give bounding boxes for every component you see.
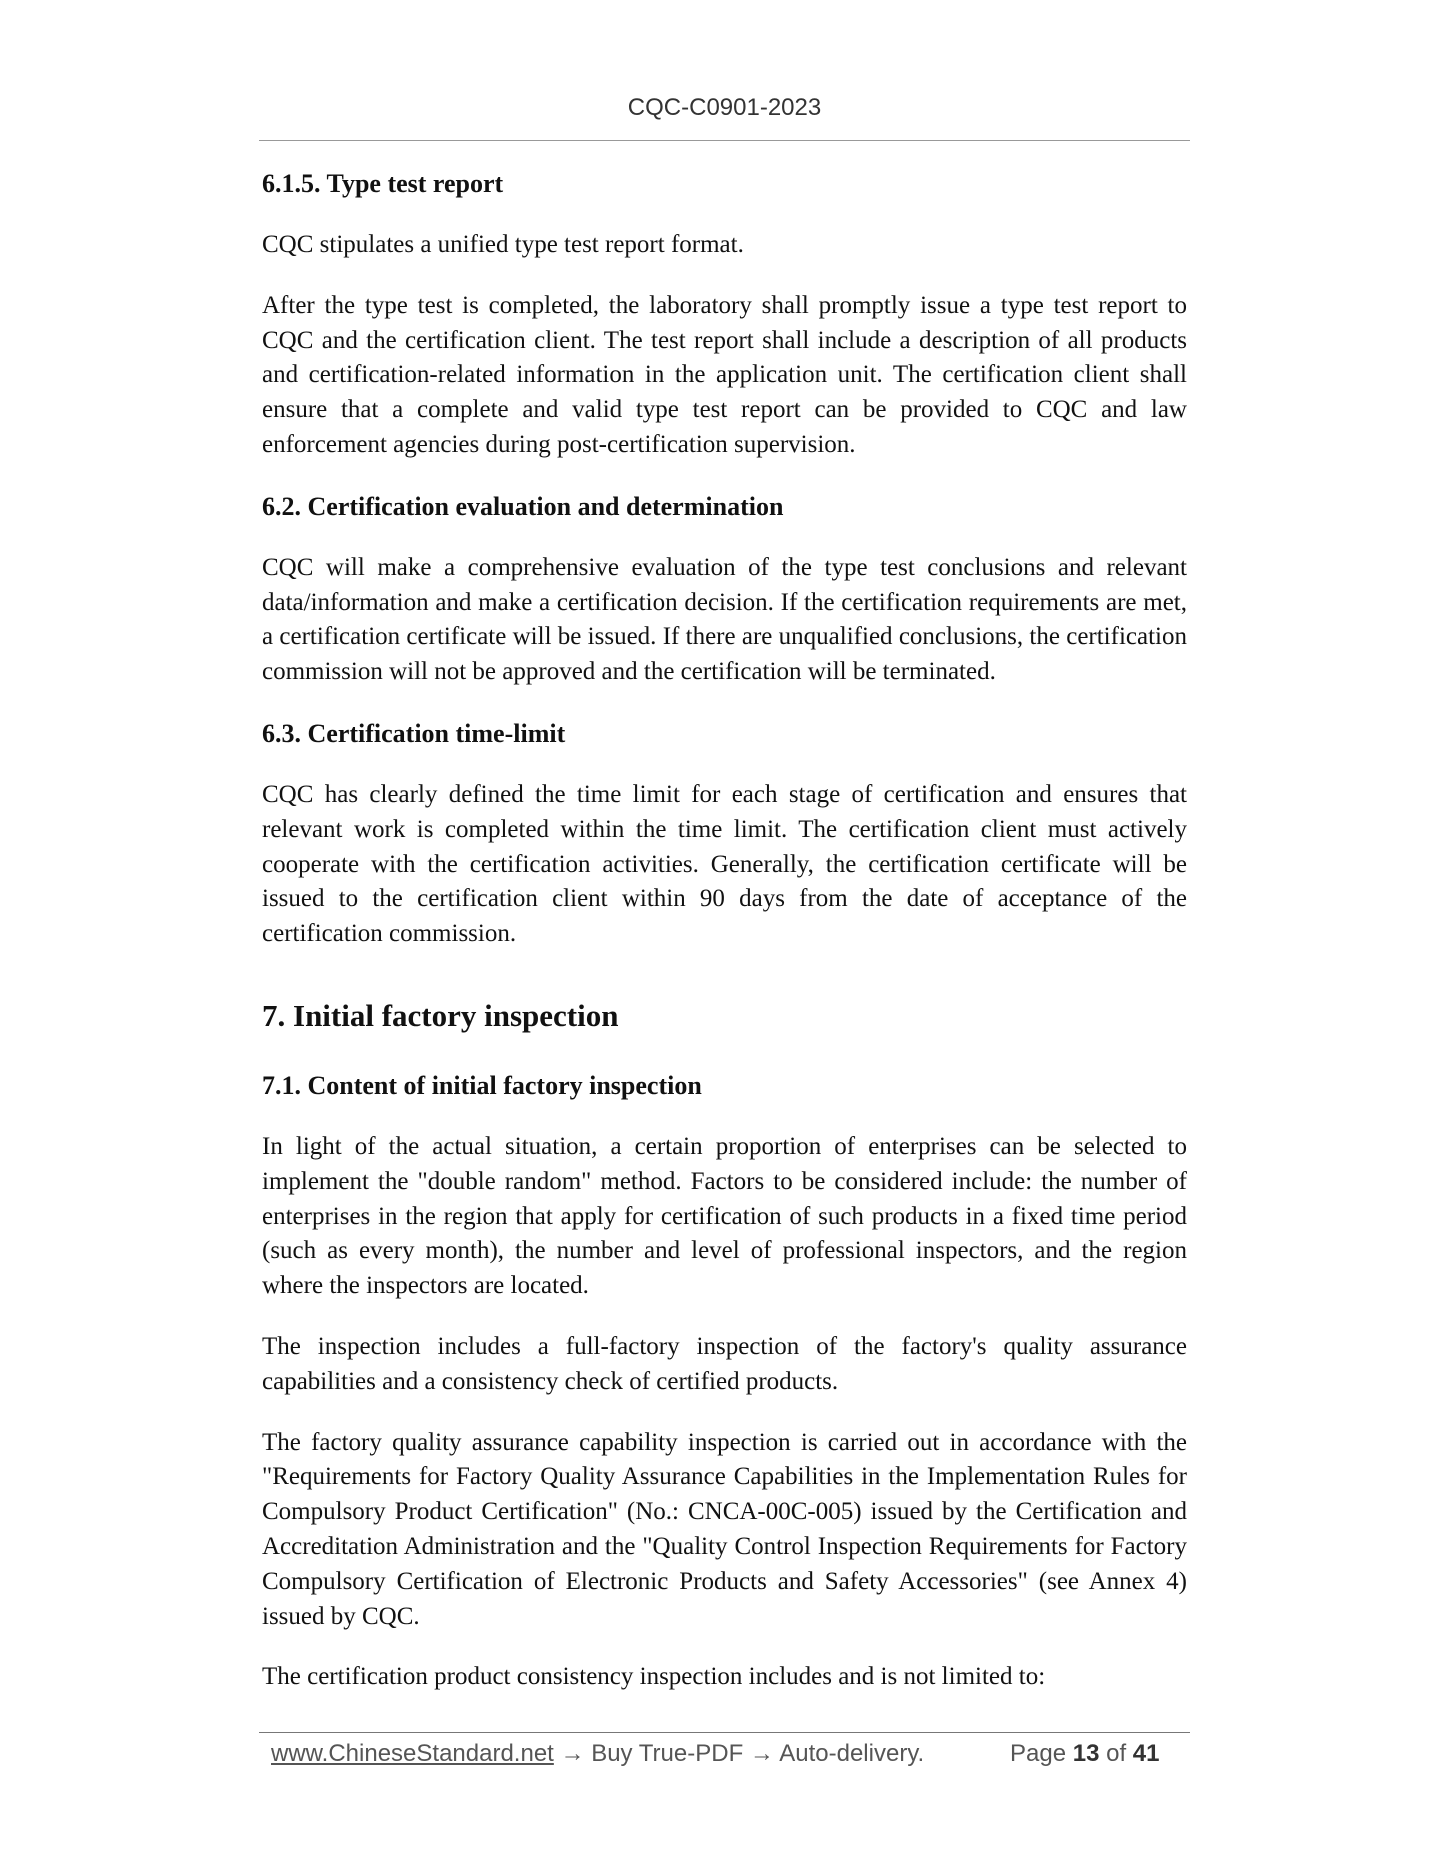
arrow-right-icon: →	[560, 1740, 585, 1767]
paragraph: In light of the actual situation, a certain proportion of enterprises can be selected to implement the "double random" method. Factors to be considered include: the number of enterprises in the region that apply for certification of such products in a fixed time period (such as every month), the number and level of professional inspectors, and the region where the inspectors are located.	[262, 1132, 1187, 1300]
heading-7: 7. Initial factory inspection	[262, 997, 619, 1033]
auto-delivery-text: Auto-delivery.	[779, 1740, 925, 1767]
chinesestandard-link[interactable]: www.ChineseStandard.net	[271, 1740, 554, 1767]
heading-7-1: 7.1. Content of initial factory inspection	[262, 1070, 702, 1100]
heading-6-3: 6.3. Certification time-limit	[262, 718, 566, 748]
document-code-header: CQC-C0901-2023	[627, 94, 822, 121]
buy-true-pdf-text: Buy True-PDF	[591, 1740, 744, 1767]
paragraph: The factory quality assurance capability inspection is carried out in accordance with the "Requirements for Factory Quality Assurance Capabilities in the Implementation Rules for Compulsory Product Certification" (No.: CNCA-00C-005) issued by the Certification and Accreditation Administration and the "Quality Control Inspection Requirements for Factory Compulsory Certification of Electronic Products and Safety Accessories" (see Annex 4) issued by CQC.	[262, 1428, 1187, 1630]
page-indicator	[1010, 1737, 1160, 1771]
page-footer	[271, 1737, 1181, 1771]
document-body	[262, 166, 1187, 1721]
header-divider	[259, 140, 1190, 141]
paragraph: CQC has clearly defined the time limit for each stage of certification and ensures that relevant work is completed within the time limit. The certification client must actively cooperate with the certification activities. Generally, the certification certificate will be issued to the certification client within 90 days from the date of acceptance of the certification commission.	[262, 780, 1187, 948]
page-label: Page	[1010, 1740, 1067, 1767]
paragraph: CQC will make a comprehensive evaluation of the type test conclusions and relevant data/information and make a certification decision. If the certification requirements are met, a certification certificate will be issued. If there are unqualified conclusions, the certification commission will not be approved and the certification will be terminated.	[262, 553, 1187, 686]
total-page-count: 41	[1132, 1740, 1160, 1767]
heading-6-2: 6.2. Certification evaluation and determination	[262, 491, 784, 521]
footer-divider	[259, 1732, 1190, 1733]
arrow-right-icon: →	[749, 1740, 774, 1767]
paragraph: The inspection includes a full-factory inspection of the factory's quality assurance capabilities and a consistency check of certified products.	[262, 1332, 1187, 1395]
of-label: of	[1106, 1740, 1127, 1767]
paragraph: After the type test is completed, the laboratory shall promptly issue a type test report to CQC and the certification client. The test report shall include a description of all products and certification-related information in the application unit. The certification client shall ensure that a complete and valid type test report can be provided to CQC and law enforcement agencies during post-certification supervision.	[262, 291, 1187, 458]
current-page-number: 13	[1072, 1740, 1100, 1767]
heading-6-1-5: 6.1.5. Type test report	[262, 169, 504, 198]
paragraph: The certification product consistency inspection includes and is not limited to:	[262, 1663, 1046, 1691]
paragraph: CQC stipulates a unified type test report format.	[262, 231, 744, 258]
